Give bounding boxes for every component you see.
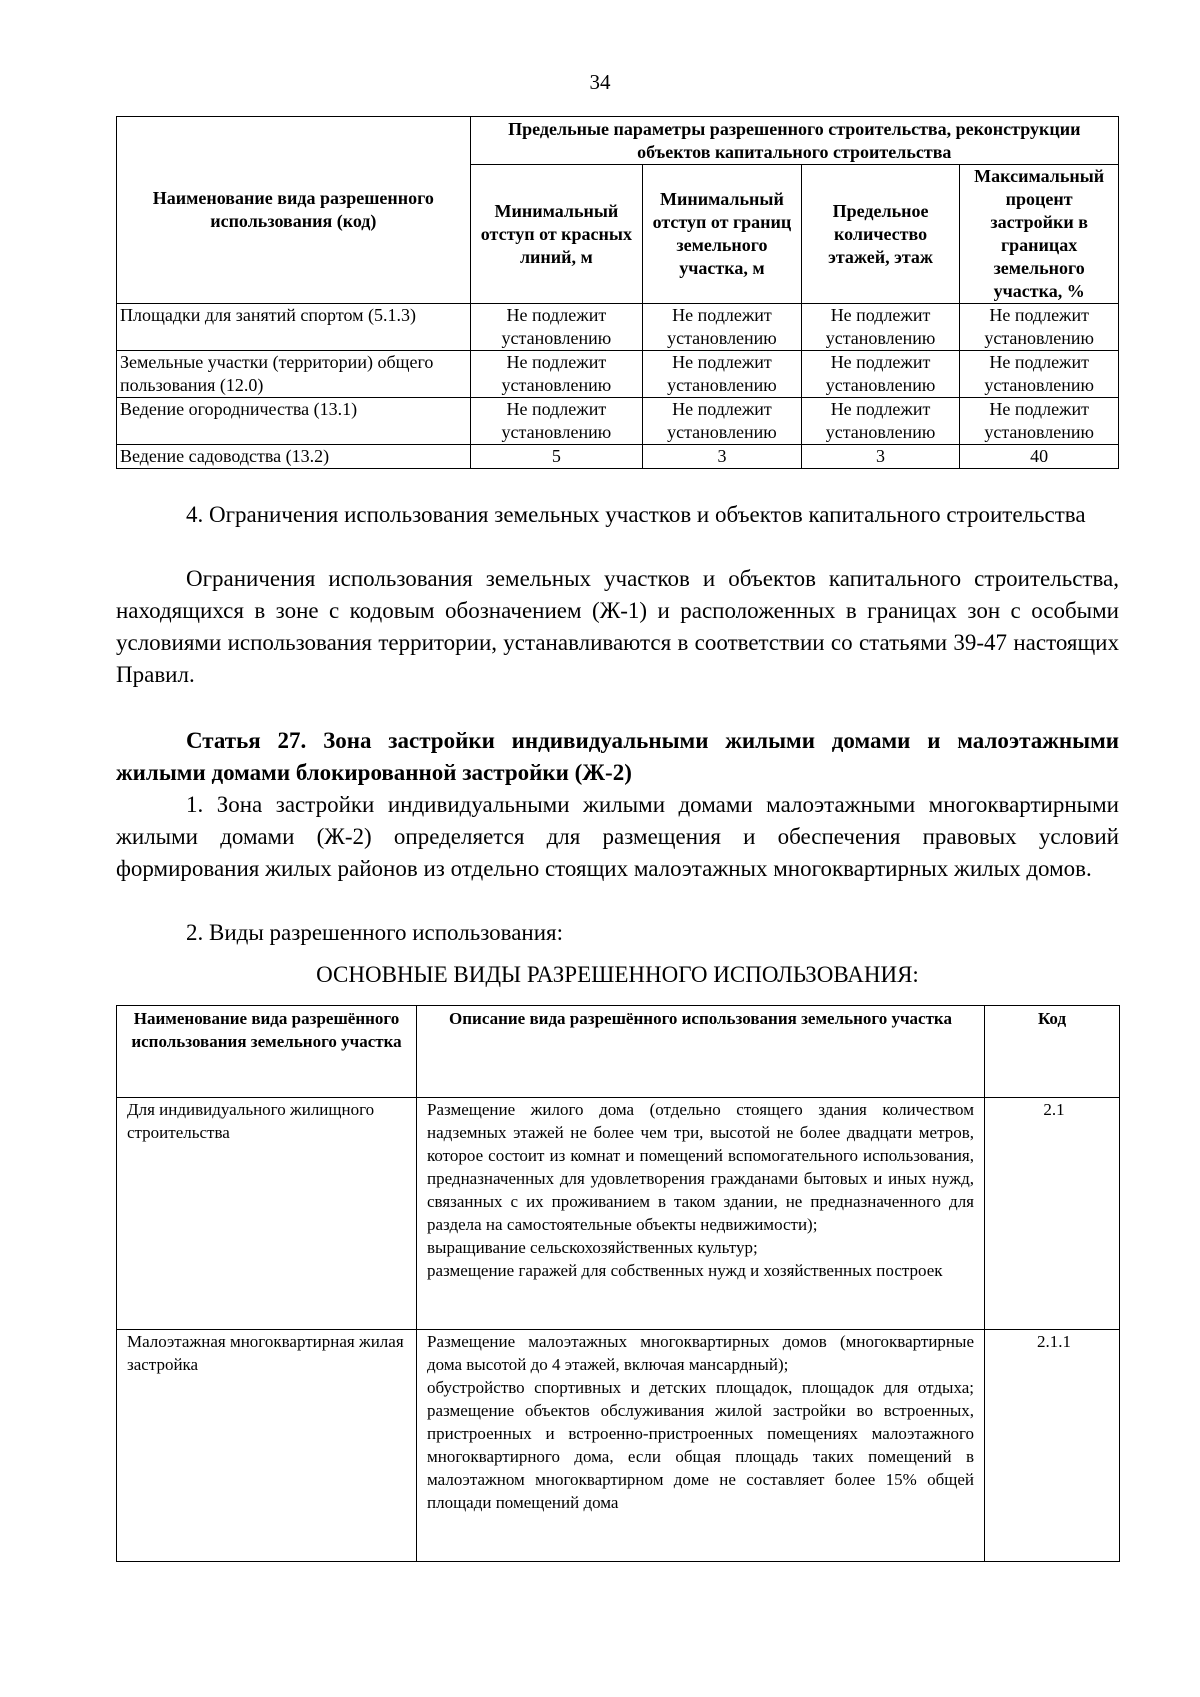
value-cell: 3 <box>801 445 960 469</box>
value-cell: 40 <box>960 445 1119 469</box>
article-27-paragraph-1: 1. Зона застройки индивидуальными жилыми домами малоэтажными многоквартирными жилыми домами (Ж-2) определяется для размещения и обеспечения правовых условий формирования жилых районов из отдельно стоящих малоэтажных многоквартирных жилых домов. <box>116 792 1119 881</box>
header-max-building-percent: Максимальный процент застройки в границах земельного участка, % <box>960 165 1119 304</box>
description-line: Размещение жилого дома (отдельно стоящего здания количеством надземных этажей не более чем три, высотой не более двадцати метров, которое состоит из комнат и помещений вспомогательного использования, предназначенных для удовлетворения гражданами бытовых и иных нужд, связанных с их проживанием в таком здании, не предназначенного для раздела на самостоятельные объекты недвижимости); <box>427 1100 974 1234</box>
table-row <box>117 304 1119 351</box>
table-row <box>117 398 1119 445</box>
value-cell: Не подлежит установлению <box>643 304 802 351</box>
value-cell: Не подлежит установлению <box>960 351 1119 398</box>
description-line: размещение гаражей для собственных нужд и хозяйственных построек <box>427 1261 943 1280</box>
section-4-heading: 4. Ограничения использования земельных участков и объектов капитального строительства <box>186 502 1086 527</box>
table-row <box>117 351 1119 398</box>
value-cell: Не подлежит установлению <box>470 351 643 398</box>
table-row <box>117 445 1119 469</box>
main-uses-subtitle: ОСНОВНЫЕ ВИДЫ РАЗРЕШЕННОГО ИСПОЛЬЗОВАНИЯ: <box>316 962 919 987</box>
description-line: выращивание сельскохозяйственных культур; <box>427 1238 758 1257</box>
use-name-cell: Малоэтажная многоквартирная жилая застройка <box>117 1330 417 1562</box>
use-name-cell: Ведение огородничества (13.1) <box>117 398 471 445</box>
section-4-body: Ограничения использования земельных участков и объектов капитального строительства, находящихся в зоне с кодовым обозначением (Ж-1) и расположенных в границах зон с особыми условиями использования территории, устанавливаются в соответствии со статьями 39-47 настоящих Правил. <box>116 566 1119 687</box>
header-min-offset-plot-borders: Минимальный отступ от границ земельного участка, м <box>643 165 802 304</box>
value-cell: Не подлежит установлению <box>643 398 802 445</box>
building-parameters-table <box>116 116 1119 469</box>
header-use-description: Описание вида разрешённого использования земельного участка <box>417 1006 985 1098</box>
use-name-cell: Ведение садоводства (13.2) <box>117 445 471 469</box>
value-cell: Не подлежит установлению <box>801 398 960 445</box>
header-max-floors: Предельное количество этажей, этаж <box>801 165 960 304</box>
description-line: Размещение малоэтажных многоквартирных домов (многоквартирные дома высотой до 4 этажей, включая мансардный); <box>427 1332 974 1374</box>
value-cell: 3 <box>643 445 802 469</box>
article-27-paragraph-2: 2. Виды разрешенного использования: <box>186 920 563 945</box>
permitted-uses-table <box>116 1005 1120 1562</box>
value-cell: Не подлежит установлению <box>470 398 643 445</box>
use-name-cell: Земельные участки (территории) общего пользования (12.0) <box>117 351 471 398</box>
header-use-name: Наименование вида разрешенного использования (код) <box>117 117 471 304</box>
value-cell: Не подлежит установлению <box>643 351 802 398</box>
value-cell: Не подлежит установлению <box>960 398 1119 445</box>
page-number: 34 <box>589 70 611 94</box>
value-cell: Не подлежит установлению <box>801 351 960 398</box>
value-cell: Не подлежит установлению <box>801 304 960 351</box>
use-description-cell <box>417 1330 985 1562</box>
code-cell: 2.1 <box>985 1098 1120 1330</box>
code-cell: 2.1.1 <box>985 1330 1120 1562</box>
use-name-cell: Площадки для занятий спортом (5.1.3) <box>117 304 471 351</box>
use-name-cell: Для индивидуального жилищного строительства <box>117 1098 417 1330</box>
value-cell: 5 <box>470 445 643 469</box>
header-parameters-group: Предельные параметры разрешенного строительства, реконструкции объектов капитального строительства <box>470 117 1118 165</box>
use-description-cell <box>417 1098 985 1330</box>
header-min-offset-red-lines: Минимальный отступ от красных линий, м <box>470 165 643 304</box>
header-code: Код <box>985 1006 1120 1098</box>
article-27-title: Статья 27. Зона застройки индивидуальными жилыми домами и малоэтажными жилыми домами блокированной застройки (Ж-2) <box>116 728 1119 785</box>
table-row <box>117 1098 1120 1330</box>
table-row <box>117 1330 1120 1562</box>
description-line: обустройство спортивных и детских площадок, площадок для отдыха; размещение объектов обслуживания жилой застройки во встроенных, пристроенных и встроенно-пристроенных помещениях малоэтажного многоквартирного дома, если общая площадь таких помещений в малоэтажном многоквартирном доме не составляет более 15% общей площади помещений дома <box>427 1378 974 1512</box>
header-use-name: Наименование вида разрешённого использования земельного участка <box>117 1006 417 1098</box>
value-cell: Не подлежит установлению <box>470 304 643 351</box>
value-cell: Не подлежит установлению <box>960 304 1119 351</box>
